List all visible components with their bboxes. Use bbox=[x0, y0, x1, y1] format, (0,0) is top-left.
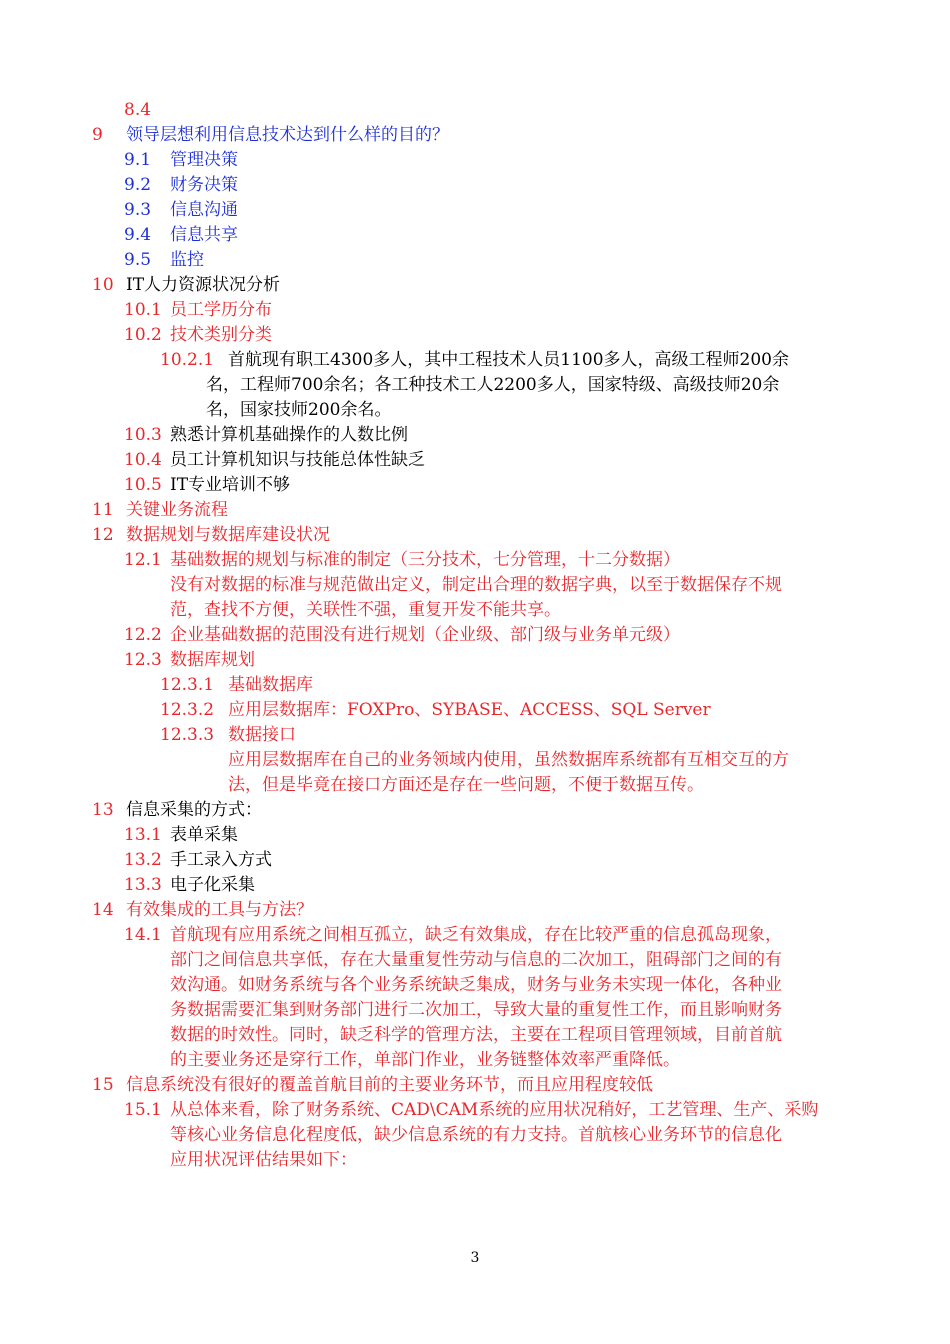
paragraph-text: 等核心业务信息化程度低，缺少信息系统的有力支持。首航核心业务环节的信息化 bbox=[170, 1125, 782, 1145]
outline-text: 技术类别分类 bbox=[170, 325, 272, 345]
outline-number: 12.3.3 bbox=[160, 725, 215, 745]
outline-item-15-1 bbox=[124, 1098, 818, 1122]
paragraph-text: 范，查找不方便，关联性不强，重复开发不能共享。 bbox=[170, 600, 561, 620]
outline-number: 14.1 bbox=[124, 925, 162, 945]
page-number: 3 bbox=[470, 1250, 480, 1266]
outline-number: 10.2.1 bbox=[160, 350, 215, 370]
paragraph-text: 数据的时效性。同时，缺乏科学的管理方法，主要在工程项目管理领域，目前首航 bbox=[170, 1025, 782, 1045]
outline-heading-11 bbox=[92, 498, 228, 522]
outline-item-9-1 bbox=[124, 148, 238, 172]
outline-heading-9 bbox=[92, 123, 449, 147]
outline-number: 10.2 bbox=[124, 325, 162, 345]
outline-text: 数据库规划 bbox=[170, 650, 255, 670]
outline-number: 9.5 bbox=[124, 250, 152, 270]
outline-text: 数据接口 bbox=[228, 725, 296, 745]
outline-text: 企业基础数据的范围没有进行规划（企业级、部门级与业务单元级） bbox=[170, 625, 680, 645]
outline-number: 9.2 bbox=[124, 175, 152, 195]
outline-text: 有效集成的工具与方法？ bbox=[126, 900, 313, 920]
outline-text: 手工录入方式 bbox=[170, 850, 272, 870]
outline-text: 电子化采集 bbox=[170, 875, 255, 895]
outline-item-12-3-1 bbox=[160, 673, 313, 697]
outline-text: 信息系统没有很好的覆盖首航目前的主要业务环节，而且应用程度较低 bbox=[126, 1075, 653, 1095]
paragraph-line bbox=[170, 948, 782, 972]
paragraph-line bbox=[206, 398, 391, 422]
paragraph-text: 名，工程师700余名；各工种技术工人2200多人，国家特级、高级技师20余 bbox=[206, 375, 780, 395]
outline-text: 关键业务流程 bbox=[126, 500, 228, 520]
outline-text: IT专业培训不够 bbox=[170, 475, 291, 495]
outline-item-12-3 bbox=[124, 648, 255, 672]
outline-number: 10.3 bbox=[124, 425, 162, 445]
paragraph-text: 部门之间信息共享低，存在大量重复性劳动与信息的二次加工，阻碍部门之间的有 bbox=[170, 950, 782, 970]
outline-number: 13.3 bbox=[124, 875, 162, 895]
outline-number: 12 bbox=[92, 525, 114, 545]
outline-number: 10.5 bbox=[124, 475, 162, 495]
outline-text: 基础数据的规划与标准的制定（三分技术，七分管理，十二分数据） bbox=[170, 550, 680, 570]
paragraph-text: 法，但是毕竟在接口方面还是存在一些问题，不便于数据互传。 bbox=[228, 775, 704, 795]
outline-item-13-1 bbox=[124, 823, 238, 847]
outline-text: IT人力资源状况分析 bbox=[126, 275, 281, 295]
outline-item-14-1 bbox=[124, 923, 782, 947]
outline-item-9-4 bbox=[124, 223, 238, 247]
outline-number: 15 bbox=[92, 1075, 114, 1095]
outline-text: 基础数据库 bbox=[228, 675, 313, 695]
outline-item-12-3-3 bbox=[160, 723, 296, 747]
paragraph-text: 名，国家技师200余名。 bbox=[206, 400, 392, 420]
outline-text: 从总体来看，除了财务系统、CAD\CAM系统的应用状况稍好，工艺管理、生产、采购 bbox=[170, 1100, 819, 1120]
outline-number: 9.4 bbox=[124, 225, 152, 245]
outline-heading-13 bbox=[92, 798, 262, 822]
paragraph-line bbox=[170, 1048, 680, 1072]
paragraph-line bbox=[206, 373, 779, 397]
outline-text: 首航现有职工4300多人，其中工程技术人员1100多人，高级工程师200余 bbox=[228, 350, 789, 370]
outline-text: 数据规划与数据库建设状况 bbox=[126, 525, 330, 545]
outline-number: 12.1 bbox=[124, 550, 162, 570]
paragraph-text: 务数据需要汇集到财务部门进行二次加工，导致大量的重复性工作，而且影响财务 bbox=[170, 1000, 782, 1020]
paragraph-line bbox=[170, 598, 561, 622]
outline-item-9-3 bbox=[124, 198, 238, 222]
outline-heading-14 bbox=[92, 898, 313, 922]
outline-number: 13.1 bbox=[124, 825, 162, 845]
paragraph-line bbox=[170, 1123, 782, 1147]
outline-text: 管理决策 bbox=[170, 150, 238, 170]
outline-text: 信息共享 bbox=[170, 225, 238, 245]
outline-item-13-2 bbox=[124, 848, 272, 872]
outline-item-10-5 bbox=[124, 473, 290, 497]
outline-item-10-4 bbox=[124, 448, 425, 472]
outline-number: 12.3.1 bbox=[160, 675, 215, 695]
outline-heading-10 bbox=[92, 273, 280, 297]
paragraph-line bbox=[170, 973, 782, 997]
outline-number: 15.1 bbox=[124, 1100, 162, 1120]
outline-item-10-2 bbox=[124, 323, 272, 347]
paragraph-line bbox=[228, 773, 704, 797]
outline-number: 12.2 bbox=[124, 625, 162, 645]
paragraph-line bbox=[170, 1148, 357, 1172]
outline-number: 13.2 bbox=[124, 850, 162, 870]
outline-text: 信息采集的方式： bbox=[126, 800, 262, 820]
outline-number: 9.3 bbox=[124, 200, 152, 220]
outline-item-10-1 bbox=[124, 298, 272, 322]
outline-text: 员工计算机知识与技能总体性缺乏 bbox=[170, 450, 425, 470]
outline-item-8-4 bbox=[124, 98, 151, 122]
paragraph-text: 应用状况评估结果如下： bbox=[170, 1150, 357, 1170]
outline-number: 10 bbox=[92, 275, 114, 295]
paragraph-line bbox=[170, 1023, 782, 1047]
outline-heading-12 bbox=[92, 523, 330, 547]
paragraph-line bbox=[170, 573, 782, 597]
outline-item-9-5 bbox=[124, 248, 204, 272]
paragraph-text: 效沟通。如财务系统与各个业务系统缺乏集成，财务与业务未实现一体化，各种业 bbox=[170, 975, 782, 995]
outline-text: 首航现有应用系统之间相互孤立，缺乏有效集成，存在比较严重的信息孤岛现象， bbox=[170, 925, 782, 945]
outline-item-12-2 bbox=[124, 623, 680, 647]
outline-number: 12.3.2 bbox=[160, 700, 215, 720]
outline-number: 11 bbox=[92, 500, 114, 520]
outline-number: 8.4 bbox=[124, 100, 152, 120]
outline-number: 13 bbox=[92, 800, 114, 820]
paragraph-text: 没有对数据的标准与规范做出定义，制定出合理的数据字典，以至于数据保存不规 bbox=[170, 575, 782, 595]
outline-text: 财务决策 bbox=[170, 175, 238, 195]
outline-item-12-1 bbox=[124, 548, 680, 572]
paragraph-text: 应用层数据库在自己的业务领域内使用，虽然数据库系统都有互相交互的方 bbox=[228, 750, 789, 770]
outline-item-9-2 bbox=[124, 173, 238, 197]
paragraph-line bbox=[170, 998, 782, 1022]
paragraph-text: 的主要业务还是穿行工作，单部门作业，业务链整体效率严重降低。 bbox=[170, 1050, 680, 1070]
outline-text: 熟悉计算机基础操作的人数比例 bbox=[170, 425, 408, 445]
outline-text: 表单采集 bbox=[170, 825, 238, 845]
outline-item-10-2-1 bbox=[160, 348, 789, 372]
outline-text: 信息沟通 bbox=[170, 200, 238, 220]
outline-heading-15 bbox=[92, 1073, 653, 1097]
outline-number: 10.1 bbox=[124, 300, 162, 320]
outline-text: 领导层想利用信息技术达到什么样的目的？ bbox=[126, 125, 449, 145]
outline-number: 9 bbox=[92, 125, 103, 145]
outline-number: 9.1 bbox=[124, 150, 152, 170]
outline-number: 12.3 bbox=[124, 650, 162, 670]
outline-item-10-3 bbox=[124, 423, 408, 447]
outline-text: 监控 bbox=[170, 250, 204, 270]
outline-number: 10.4 bbox=[124, 450, 162, 470]
outline-text: 应用层数据库：FOXPro、SYBASE、ACCESS、SQL Server bbox=[228, 700, 711, 720]
outline-item-12-3-2 bbox=[160, 698, 711, 722]
outline-number: 14 bbox=[92, 900, 114, 920]
outline-text: 员工学历分布 bbox=[170, 300, 272, 320]
outline-item-13-3 bbox=[124, 873, 255, 897]
paragraph-line bbox=[228, 748, 789, 772]
